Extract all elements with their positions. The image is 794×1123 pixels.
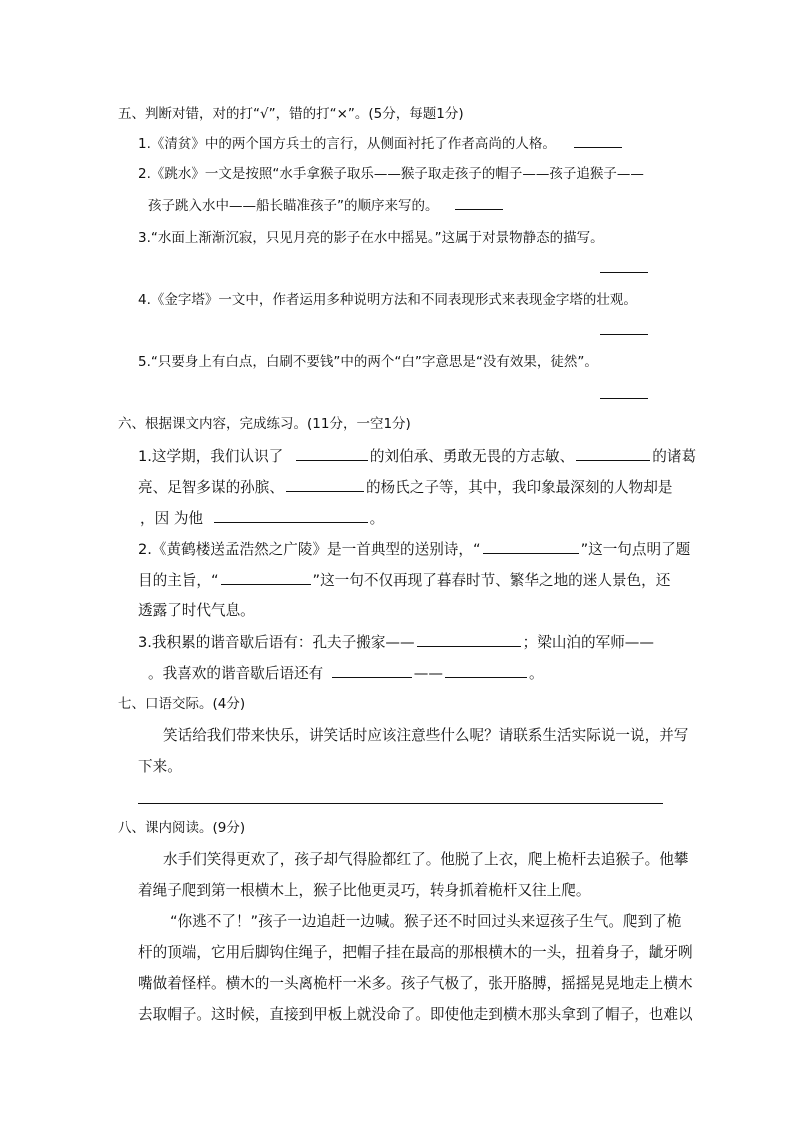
s6-q2-blank-2[interactable] xyxy=(221,570,311,585)
s5-q1-answer-blank[interactable] xyxy=(574,133,622,148)
s5-question-2-line-2 xyxy=(148,195,505,215)
s6-q2-text-b: ”这一句点明了题 xyxy=(580,541,691,558)
s8-passage-line-6: 去取帽子。这时候，直接到甲板上就没命了。即使他走到横木那头拿到了帽子，也难以 xyxy=(138,1006,693,1023)
s5-q5-answer-blank[interactable] xyxy=(600,398,648,399)
s6-question-2-line-1 xyxy=(138,539,690,559)
s6-q1-text-d: 亮、足智多谋的孙膑、 xyxy=(138,479,284,496)
s8-passage-line-5: 嘴做着怪样。横木的一头离桅杆一米多。孩子气极了，张开胳膊，摇摇晃晃地走上横木 xyxy=(138,975,693,992)
s5-question-4: 4.《金字塔》一文中，作者运用多种说明方法和不同表现形式来表现金字塔的壮观。 xyxy=(138,292,637,308)
s5-q1-text: 1.《清贫》中的两个国方兵士的言行，从侧面衬托了作者高尚的人格。 xyxy=(138,136,556,152)
s8-passage-line-2: 着绳子爬到第一根横木上，猴子比他更灵巧，转身抓着桅杆又往上爬。 xyxy=(138,882,591,899)
section-8-title: 八、课内阅读。(9分) xyxy=(118,820,246,836)
s6-question-2-line-3: 透露了时代气息。 xyxy=(138,602,255,619)
s6-q2-text-d: ”这一句不仅再现了暮春时节、繁华之地的迷人景色，还 xyxy=(312,572,671,589)
s6-q3-text-a: 3.我积累的谐音歇后语有：孔夫子搬家—— xyxy=(138,634,415,651)
section-7-title: 七、口语交际。(4分) xyxy=(118,696,246,712)
s6-q2-blank-1[interactable] xyxy=(483,539,579,554)
s6-q1-text-g: 。 xyxy=(369,510,385,527)
s5-q2-answer-blank[interactable] xyxy=(455,195,503,210)
s6-question-1-line-3 xyxy=(140,508,384,528)
s5-q4-answer-blank[interactable] xyxy=(600,334,648,335)
s6-q1-blank-2[interactable] xyxy=(576,446,650,461)
s5-question-5: 5.“只要身上有白点，白刷不要钱”中的两个“白”字意思是“没有效果，徒然”。 xyxy=(138,354,598,370)
s6-q1-blank-4[interactable] xyxy=(214,508,368,523)
s6-q1-text-f: ，因 为他 xyxy=(140,510,204,527)
s6-q3-blank-1[interactable] xyxy=(417,632,521,647)
s5-q3-answer-blank[interactable] xyxy=(600,272,648,273)
s7-answer-line[interactable] xyxy=(138,803,663,804)
s6-question-1-line-2 xyxy=(138,477,672,497)
s6-q1-text-b: 的刘伯承、勇敢无畏的方志敏、 xyxy=(369,448,575,465)
s6-q3-blank-3[interactable] xyxy=(445,663,527,678)
s6-q2-text-a: 2.《黄鹤楼送孟浩然之广陵》是一首典型的送别诗，“ xyxy=(138,541,481,558)
s6-q1-text-e: 的杨氏之子等，其中，我印象最深刻的人物却是 xyxy=(365,479,673,496)
s6-q3-text-d: —— xyxy=(413,665,443,682)
s5-question-2-line-1: 2.《跳水》一文是按照“水手拿猴子取乐——猴子取走孩子的帽子——孩子追猴子—— xyxy=(138,166,644,182)
s6-q3-text-e: 。 xyxy=(528,665,544,682)
s6-question-3-line-1 xyxy=(138,632,654,652)
s6-q1-text-a: 1.这学期，我们认识了 xyxy=(138,448,284,465)
s6-q3-text-b: ；梁山泊的军师—— xyxy=(522,634,654,651)
s6-q1-text-c: 的诸葛 xyxy=(652,448,697,465)
s6-q2-text-c: 目的主旨，“ xyxy=(138,572,219,589)
s5-question-3: 3.“水面上渐渐沉寂，只见月亮的影子在水中摇晃。”这属于对景物静态的描写。 xyxy=(138,230,604,246)
s7-prompt-line-2: 下来。 xyxy=(138,758,182,775)
s7-prompt-line-1: 笑话给我们带来快乐，讲笑话时应该注意些什么呢？请联系生活实际说一说，并写 xyxy=(163,727,689,744)
s6-q3-text-c: 。我喜欢的谐音歇后语还有 xyxy=(148,665,324,682)
s5-q2-text: 孩子跳入水中——船长瞄准孩子”的顺序来写的。 xyxy=(148,198,439,214)
s6-q1-blank-1[interactable] xyxy=(296,446,368,461)
s8-passage-line-1: 水手们笑得更欢了，孩子却气得脸都红了。他脱了上衣，爬上桅杆去追猴子。他攀 xyxy=(163,851,689,868)
s8-passage-line-3: “你逃不了！”孩子一边追赶一边喊。猴子还不时回过头来逗孩子生气。爬到了桅 xyxy=(170,913,682,930)
section-5-title: 五、判断对错，对的打“√”，错的打“×”。(5分，每题1分) xyxy=(118,106,464,122)
s6-q1-blank-3[interactable] xyxy=(286,477,364,492)
s6-question-1-line-1 xyxy=(138,446,696,466)
s5-question-1 xyxy=(138,133,624,153)
s6-q3-blank-2[interactable] xyxy=(332,663,412,678)
s8-passage-line-4: 杆的顶端，它用后脚钩住绳子，把帽子挂在最高的那根横木的一头，扭着身子，龇牙咧 xyxy=(138,944,693,961)
section-6-title: 六、根据课文内容，完成练习。(11分，一空1分) xyxy=(118,416,411,432)
s6-question-3-line-2 xyxy=(148,663,544,683)
s6-question-2-line-2 xyxy=(138,570,670,590)
